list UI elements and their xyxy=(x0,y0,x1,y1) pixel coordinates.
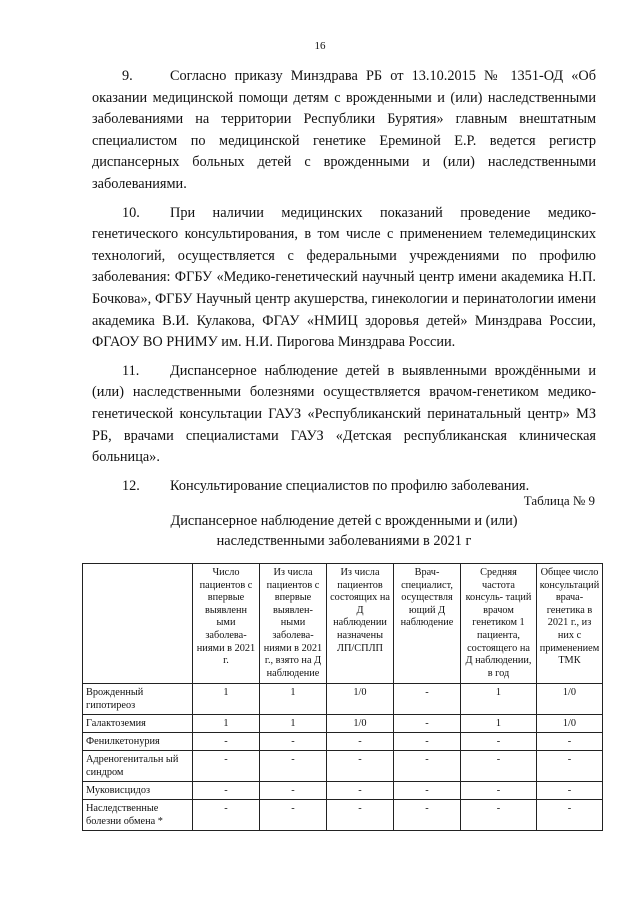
paragraph-text: Диспансерное наблюдение детей в выявленными врождёнными и (или) наследственными болезнями осуществляется врачом-генетиком медико-генетической консультации ГАУЗ «Республиканский перинатальный центр» МЗ РБ, врачами специалистами ГАУЗ «Детская республиканская клиническая больница». xyxy=(92,362,596,466)
table-cell: - xyxy=(260,751,327,782)
row-name: Врожденный гипотиреоз xyxy=(83,684,193,715)
paragraph-number: 12. xyxy=(122,477,140,494)
row-name: Адреногенитальн ый синдром xyxy=(83,751,193,782)
table-cell: - xyxy=(394,715,461,733)
table-title-line: Диспансерное наблюдение детей с врожденными и (или) xyxy=(170,513,518,529)
table-cell: 1 xyxy=(193,684,260,715)
table-cell: - xyxy=(327,800,394,831)
table-cell: - xyxy=(260,733,327,751)
table-cell: - xyxy=(461,751,537,782)
paragraph-text: Консультирование специалистов по профилю заболевания. xyxy=(170,477,530,494)
paragraph-text: Согласно приказу Минздрава РБ от 13.10.2015 № 1351-ОД «Об оказании медицинской помощи детям с врожденными и (или) наследственными заболеваниями на территории Республики Бурятия» главным внештатным специалистом по медицинской генетике Ереминой Е.Р. ведется регистр диспансерных больных детей с врожденными и (или) наследственными заболеваниями. xyxy=(92,68,596,192)
table-cell: - xyxy=(461,800,537,831)
table-label: Таблица № 9 xyxy=(523,493,595,508)
table-cell: 1/0 xyxy=(537,715,603,733)
table-cell: - xyxy=(327,782,394,800)
table-cell: 1/0 xyxy=(327,715,394,733)
header-cell: Общее число консультаций врача-генетика в 2021 г., из них с применением ТМК xyxy=(537,564,603,684)
table-cell: - xyxy=(537,751,603,782)
table-cell: - xyxy=(394,782,461,800)
table-title-line: наследственными заболеваниями в 2021 г xyxy=(216,533,472,549)
table-cell: - xyxy=(394,733,461,751)
paragraph-12 xyxy=(92,476,596,498)
table-cell: 1 xyxy=(461,684,537,715)
header-cell xyxy=(83,564,193,684)
table-row xyxy=(83,684,603,715)
paragraph-9 xyxy=(92,66,596,196)
table-cell: - xyxy=(394,800,461,831)
row-name: Фенилкетонурия xyxy=(83,733,193,751)
row-name: Наследственные болезни обмена * xyxy=(83,800,193,831)
header-cell: Врач-специалист, осуществля ющий Д наблюдение xyxy=(394,564,461,684)
paragraph-text: При наличии медицинских показаний проведение медико-генетического консультирования, в том числе с применением телемедицинских технологий, осуществляется с федеральными учреждениями по профилю заболевания: ФГБУ «Медико-генетический научный центр имени академика Н.П. Бочкова», ФГБУ Научный центр акушерства, гинекологии и перинатологии имени академика В.И. Кулакова, ФГАУ «НМИЦ здоровья детей» Минздрава России, ФГАОУ ВО РНИМУ им. Н.И. Пирогова Минздрава России. xyxy=(92,204,596,351)
header-cell: Число пациентов с впервые выявленн ыми заболева- ниями в 2021 г. xyxy=(193,564,260,684)
table-cell: - xyxy=(461,782,537,800)
table-cell: - xyxy=(537,782,603,800)
table-cell: 1 xyxy=(193,715,260,733)
table-cell: - xyxy=(327,751,394,782)
table-cell: - xyxy=(537,733,603,751)
table-cell: - xyxy=(394,751,461,782)
table-cell: - xyxy=(537,800,603,831)
table-cell: - xyxy=(260,782,327,800)
header-cell: Из числа пациентов с впервые выявлен- ными заболева- ниями в 2021 г., взято на Д наблюдение xyxy=(260,564,327,684)
table-row xyxy=(83,782,603,800)
table-row xyxy=(83,751,603,782)
table-cell: - xyxy=(193,782,260,800)
table-cell: - xyxy=(193,733,260,751)
paragraph-number: 10. xyxy=(122,204,140,221)
header-cell: Из числа пациентов состоящих на Д наблюдении назначены ЛП/СПЛП xyxy=(327,564,394,684)
header-cell: Средняя частота консуль- таций врачом генетиком 1 пациента, состоящего на Д наблюдении, в год xyxy=(461,564,537,684)
table-cell: 1/0 xyxy=(327,684,394,715)
table-row xyxy=(83,800,603,831)
table-title xyxy=(92,511,596,551)
paragraph-number: 9. xyxy=(122,68,133,84)
table-cell: - xyxy=(260,800,327,831)
table-cell: - xyxy=(394,684,461,715)
paragraph-11 xyxy=(92,361,596,469)
table-header-row xyxy=(83,564,603,684)
table-cell: 1 xyxy=(260,715,327,733)
paragraph-10 xyxy=(92,203,596,354)
table-row xyxy=(83,715,603,733)
table-row xyxy=(83,733,603,751)
document-body xyxy=(92,66,596,504)
table-cell: 1/0 xyxy=(537,684,603,715)
paragraph-number: 11. xyxy=(122,362,140,379)
row-name: Муковисцидоз xyxy=(83,782,193,800)
table-cell: - xyxy=(461,733,537,751)
page-number: 16 xyxy=(314,40,326,52)
table-cell: 1 xyxy=(260,684,327,715)
table-cell: - xyxy=(193,800,260,831)
dispensary-table xyxy=(82,563,603,831)
row-name: Галактоземия xyxy=(83,715,193,733)
table-cell: - xyxy=(327,733,394,751)
table-cell: 1 xyxy=(461,715,537,733)
table-cell: - xyxy=(193,751,260,782)
